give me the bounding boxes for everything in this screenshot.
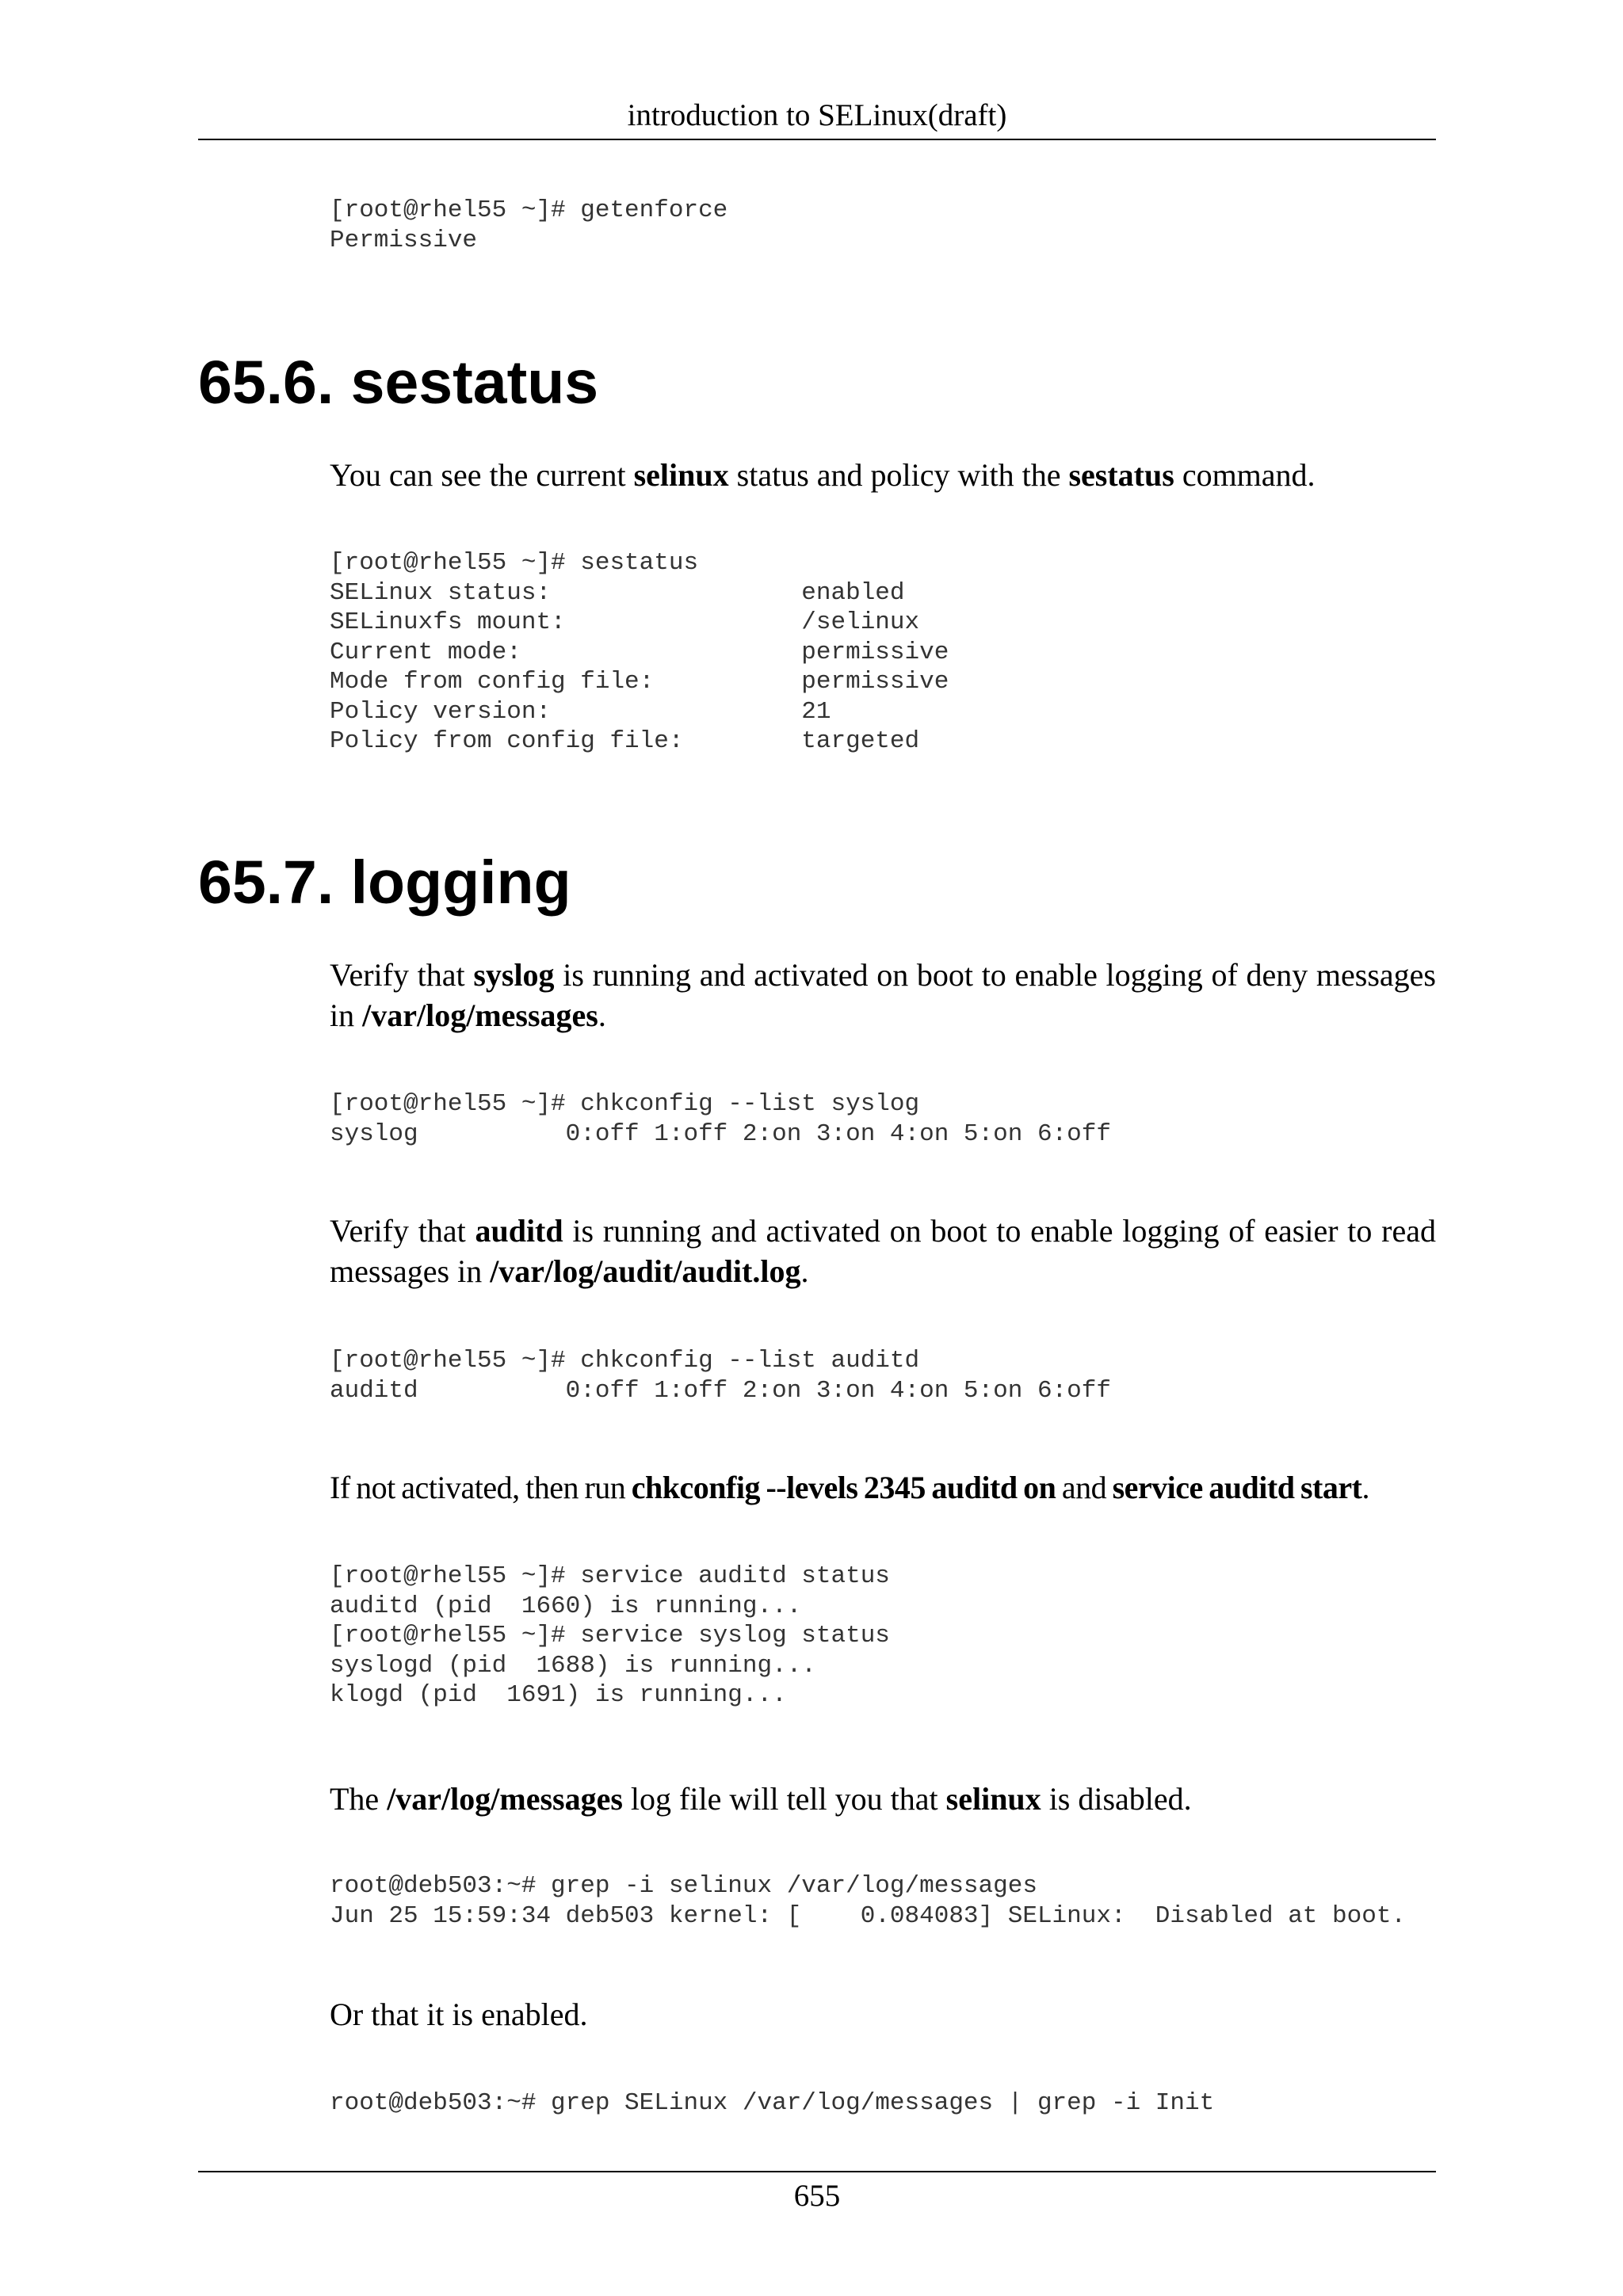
section-heading-logging: 65.7. logging: [198, 849, 571, 917]
footer-rule: [198, 2171, 1436, 2172]
term-service-command: service auditd start: [1112, 1470, 1362, 1505]
sestatus-intro-paragraph: You can see the current selinux status and policy with the sestatus command.: [330, 457, 1316, 493]
code-sestatus: [root@rhel55 ~]# sestatus SELinux status: enabled SELinuxfs mount: /selinux Current mode: permissive Mode from config file: permissive Policy version: 21 Policy from config file: targeted: [330, 549, 949, 755]
code-grep-init: root@deb503:~# grep SELinux /var/log/messages | grep -i Init: [330, 2089, 1215, 2117]
term-sestatus: sestatus: [1068, 457, 1174, 493]
code-chkconfig-auditd: [root@rhel55 ~]# chkconfig --list auditd auditd 0:off 1:off 2:on 3:on 4:on 5:on 6:off: [330, 1347, 1111, 1405]
term-var-log-messages-2: /var/log/messages: [387, 1781, 623, 1817]
term-var-log-messages: /var/log/messages: [362, 997, 598, 1033]
code-getenforce: [root@rhel55 ~]# getenforce Permissive: [330, 196, 728, 254]
auditd-paragraph: Verify that auditd is running and activated on boot to enable logging of easier to read messages in /var/log/audit/audit.log.: [330, 1213, 1436, 1289]
term-syslog: syslog: [473, 957, 555, 993]
running-header: introduction to SELinux(draft): [627, 98, 1007, 132]
section-heading-sestatus: 65.6. sestatus: [198, 349, 599, 417]
code-chkconfig-syslog: [root@rhel55 ~]# chkconfig --list syslog syslog 0:off 1:off 2:on 3:on 4:on 5:on 6:off: [330, 1090, 1111, 1148]
term-chkconfig-command: chkconfig --levels 2345 auditd on: [631, 1470, 1056, 1505]
messages-paragraph: The /var/log/messages log file will tell you that selinux is disabled.: [330, 1781, 1192, 1817]
enabled-paragraph: Or that it is enabled.: [330, 1997, 588, 2032]
page-number: 655: [793, 2179, 841, 2213]
term-audit-log: /var/log/audit/audit.log: [490, 1253, 801, 1289]
header-rule: [198, 139, 1436, 140]
term-selinux-2: selinux: [945, 1781, 1041, 1817]
term-auditd: auditd: [475, 1213, 563, 1249]
code-grep-disabled: root@deb503:~# grep -i selinux /var/log/messages Jun 25 15:59:34 deb503 kernel: [ 0.084083] SELinux: Disabled at boot.: [330, 1872, 1407, 1930]
activate-paragraph: If not activated, then run chkconfig --levels 2345 auditd on and service auditd start.: [330, 1470, 1369, 1505]
code-service-status: [root@rhel55 ~]# service auditd status auditd (pid 1660) is running... [root@rhel55 ~]# service syslog status syslogd (pid 1688) is running... klogd (pid 1691) is running...: [330, 1562, 890, 1709]
term-selinux: selinux: [633, 457, 729, 493]
syslog-paragraph: Verify that syslog is running and activated on boot to enable logging of deny messages in /var/log/messages.: [330, 957, 1436, 1033]
